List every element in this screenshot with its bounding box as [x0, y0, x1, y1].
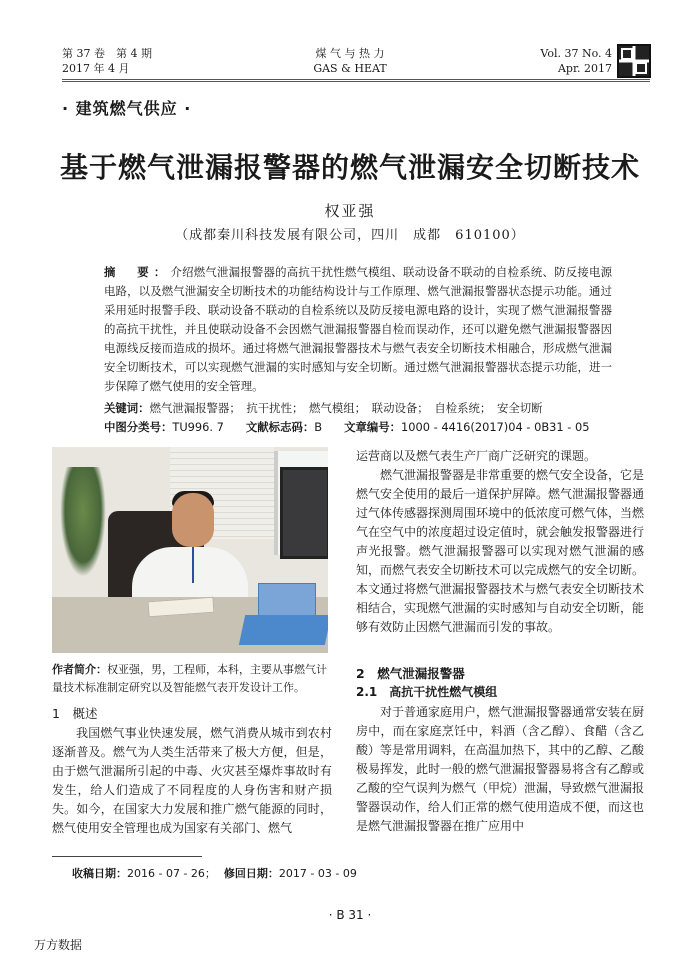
author-bio — [52, 661, 332, 697]
right-column-bottom — [356, 703, 644, 836]
dates: 收稿日期：2016 - 07 - 26； 修回日期：2017 - 03 - 09 — [72, 867, 357, 880]
volume-en: Vol. 37 No. 4 — [540, 47, 612, 60]
watermark: 万方数据 — [34, 938, 83, 952]
article-number-label: 文章编号： — [344, 420, 402, 434]
volume-cn: 第 37 卷 第 4 期 — [62, 47, 152, 60]
revised-value: 2017 - 03 - 09 — [278, 867, 357, 880]
journal-cn: 煤 气 与 热 力 — [315, 47, 385, 60]
paper-title: 基于燃气泄漏报警器的燃气泄漏安全切断技术 — [59, 151, 640, 184]
date-cn: 2017 年 4 月 — [62, 62, 130, 75]
continuation-text: 运营商以及燃气表生产厂商广泛研究的课题。 — [356, 449, 597, 463]
section-2-1-heading: 2.1 高抗干扰性燃气模组 — [356, 685, 498, 699]
page-number: · B 31 · — [328, 908, 372, 922]
section-2-heading: 2 燃气泄漏报警器 — [356, 666, 465, 681]
revised-label: 修回日期： — [223, 867, 279, 880]
date-en: Apr. 2017 — [557, 62, 612, 75]
paragraph-2: 燃气泄漏报警器是非常重要的燃气安全设备，它是燃气安全使用的最后一道保护屏障。燃气泄漏报警器通过气体传感器探测周围环境中的低浓度可燃气体，当燃气在空气中的浓度超过设定值时，就会触发报警器进行声光报警。燃气泄漏报警器可以实现对燃气泄漏的感知，而燃气表安全切断技术可以完成燃气的安全切断。本文通过将燃气泄漏报警器技术与燃气表安全切断技术相结合，实现燃气泄漏的实时感知与自动安全切断，能够有效防止因燃气泄漏而引发的事故。 — [356, 468, 645, 634]
keywords-label: 关键词： — [104, 401, 150, 415]
journal-en: GAS & HEAT — [313, 62, 387, 75]
bio-text: 权亚强，男，工程师，本科，主要从事燃气计量技术标准制定研究以及智能燃气表开发设计工作。 — [52, 663, 327, 694]
section-1-paragraph: 我国燃气事业快速发展，燃气消费从城市到农村逐渐普及。燃气为人类生活带来了极大方便，但是，由于燃气泄漏所引起的中毒、火灾甚至爆炸事故时有发生，给人们造成了不同程度的人身伤害和财产损失。如今，在国家大力发展和推广燃气能源的同时，燃气使用安全管理也成为国家有关部门、燃气 — [52, 726, 332, 835]
bio-label: 作者简介： — [52, 663, 107, 676]
paragraph-3: 对于普通家庭用户，燃气泄漏报警器通常安装在厨房中，而在家庭烹饪中，料酒（含乙醇）、食醋（含乙酸）等是常用调料，在高温加热下，其中的乙醇、乙酸极易挥发，此时一般的燃气泄漏报警器易将含有乙醇或乙酸的空气误判为燃气（甲烷）泄漏，导致燃气泄漏报警器误动作，给人们正常的燃气使用造成不便，而这也是燃气泄漏报警器在推广应用中 — [356, 705, 645, 833]
author: 权亚强 — [324, 202, 376, 220]
affiliation: （成都秦川科技发展有限公司，四川 成都 610100） — [175, 228, 525, 243]
abstract — [104, 263, 612, 396]
qr-code-icon — [617, 44, 651, 78]
section-tag: · 建筑燃气供应 · — [62, 99, 192, 118]
section-1-body — [52, 724, 332, 838]
clc-label: 中图分类号： — [104, 420, 173, 434]
header-rule-2 — [62, 81, 650, 82]
abstract-text: 介绍燃气泄漏报警器的高抗干扰性燃气模组、联动设备不联动的自检系统、防反接电源电路，以及燃气泄漏安全切断技术的功能结构设计与工作原理、燃气泄漏报警器状态提示功能。通过采用延时报警手段、联动设备不联动的自检系统以及防反接电源电路的设计，实现了燃气泄漏报警器的高抗干扰性，并且使联动设备不会因燃气泄漏报警器自检而误动作，还可以避免燃气泄漏报警器因电源线反接而造成的损坏。通过将燃气泄漏报警器技术与燃气表安全切断技术相融合，形成燃气泄漏安全切断技术，可以实现燃气泄漏的实时感知与安全切断。通过燃气泄漏报警器状态提示功能，进一步保障了燃气使用的安全管理。 — [104, 265, 612, 393]
right-column-top — [356, 447, 644, 637]
doc-code-value: B — [314, 420, 323, 434]
doc-code-label: 文献标志码： — [245, 420, 315, 434]
keywords-text: 燃气泄漏报警器； 抗干扰性； 燃气模组； 联动设备； 自检系统； 安全切断 — [149, 401, 543, 415]
clc-value: TU996. 7 — [172, 420, 224, 434]
header-right — [540, 46, 612, 76]
article-number-value: 1000 - 4416(2017)04 - 0B31 - 05 — [401, 420, 590, 434]
classification — [104, 418, 644, 437]
author-photo — [52, 447, 328, 653]
section-1-heading: 1 概述 — [52, 706, 98, 721]
keywords — [104, 399, 624, 418]
received-label: 收稿日期： — [72, 867, 127, 880]
abstract-label: 摘 要： — [104, 265, 171, 279]
footnote-rule — [52, 856, 202, 857]
header-rule — [62, 79, 650, 80]
received-value: 2016 - 07 - 26 — [127, 867, 205, 880]
